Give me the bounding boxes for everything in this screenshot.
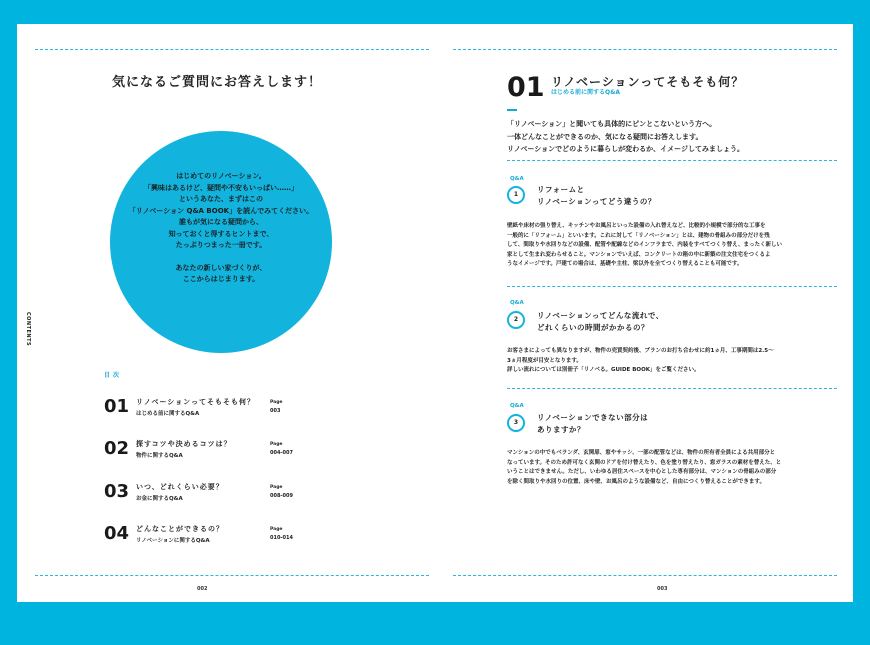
answer-line: マンションの中でもベランダ、玄関扉、窓やサッシ、一部の配管などは、物件の所有者全員による共用部分と [507, 450, 776, 456]
toc-number: 02 [104, 438, 130, 459]
toc-page-range: 004-007 [270, 450, 293, 456]
intro-sentence: リノベーションでどのように暮らしが変わるか、イメージしてみましょう。 [507, 145, 744, 153]
question-number-badge: 3 [507, 414, 525, 432]
toc-number: 01 [104, 396, 130, 417]
answer-text [507, 347, 825, 376]
toc-subtitle: 物件に関するQ&A [136, 453, 183, 459]
toc-page-label: Page [270, 485, 283, 490]
answer-text [507, 449, 825, 487]
toc-title: どんなことができるの？ [136, 525, 224, 533]
intro-circle [110, 131, 332, 353]
qa-tag: Q&A [510, 300, 524, 306]
question-line: リノベーションできない部分は [537, 413, 649, 422]
intro-line: ここからはじまります。 [182, 275, 260, 283]
qa-divider [507, 388, 837, 389]
toc-page-range: 008-009 [270, 493, 293, 499]
toc-heading: 目次 [104, 372, 123, 379]
question-number-badge: 2 [507, 311, 525, 329]
toc-subtitle: お金に関するQ&A [136, 496, 183, 502]
qa-tag: Q&A [510, 176, 524, 182]
intro-line: 知っておくと得するヒントまで、 [168, 229, 274, 238]
answer-line: 家として生まれ変わらせること。マンションでいえば、コンクリートの箱の中に新築の注文住宅をつくるよ [507, 251, 771, 258]
toc-item[interactable] [104, 479, 344, 505]
toc-page-label: Page [270, 442, 283, 447]
toc-title: 探すコツや決めるコツは？ [136, 440, 232, 448]
answer-line: うなイメージです。戸建ての場合は、基礎や主柱、梁以外を全てつくり替えることも可能です。 [507, 261, 743, 267]
question-number-badge: 1 [507, 186, 525, 204]
section-subtitle: はじめる前に関するQ&A [551, 89, 620, 96]
question-text [537, 184, 656, 208]
qa-tag: Q&A [510, 403, 524, 409]
toc-item[interactable] [104, 436, 344, 462]
intro-sentence: 一体どんなことができるのか、気になる疑問にお答えします。 [507, 132, 703, 141]
question-text [537, 412, 648, 436]
answer-text [507, 222, 825, 270]
accent-bar [507, 109, 517, 111]
answer-line: お客さまによっても異なりますが、物件の売買契約後、プランのお打ち合わせに約1ヵ月、工事期間は2.5〜 [507, 348, 774, 354]
answer-line: 壁紙や床材の張り替え、キッチンやお風呂といった設備の入れ替えなど、比較的小規模で部分的な工事を [507, 223, 766, 229]
answer-line: 3ヵ月程度が目安となります。 [507, 357, 582, 364]
answer-line: なっています。そのため許可なく玄関のドアを付け替えたり、色を塗り替えたり、窓ガラスの素材を替えた、と [507, 459, 782, 466]
toc-subtitle: リノベーションに関するQ&A [136, 538, 210, 544]
intro-sentence: 「リノベーション」と聞いても具体的にピンとこないという方へ。 [507, 120, 717, 128]
intro-line: というあなた、まずはこの [179, 195, 263, 203]
question-line: リノベーションってどんな流れで、 [537, 311, 664, 320]
contents-side-label: CONTENTS [25, 312, 31, 347]
answer-line: 一般的に「リフォーム」といいます。これに対して「リノベーション」とは、建物の骨組みの部分だけを残 [507, 232, 770, 239]
toc-page-range: 010-014 [270, 535, 293, 541]
toc-title: リノベーションってそもそも何？ [136, 398, 255, 406]
toc-number: 03 [104, 481, 130, 502]
right-page [435, 24, 853, 602]
intro-line: たっぷりつまった一冊です。 [175, 241, 267, 249]
intro-line: 誰もが気になる疑問から、 [179, 218, 263, 226]
question-line: リノベーションってどう違うの？ [537, 197, 656, 206]
question-line: リフォームと [537, 185, 585, 194]
toc-page-range: 003 [270, 408, 281, 414]
answer-line: 詳しい流れについては別冊子「リノベる。GUIDE BOOK」をご覧ください。 [507, 367, 700, 373]
page-number: 002 [197, 586, 208, 592]
toc-page-label: Page [270, 527, 283, 532]
answer-line: いうことはできません。ただし、いわゆる居住スペースを中心とした専有部分は、マンションの骨組みの部分 [507, 469, 777, 475]
page-title: 気になるご質問にお答えします！ [111, 75, 322, 90]
toc-number: 04 [104, 523, 130, 544]
toc-item[interactable] [104, 521, 344, 547]
toc-item[interactable] [104, 394, 344, 420]
intro-line: 「興味はあるけど、疑問や不安もいっぱい……」 [144, 183, 298, 192]
toc-subtitle: はじめる前に関するQ&A [136, 411, 200, 417]
question-text [537, 310, 664, 334]
question-line: ありますか？ [537, 425, 585, 434]
intro-line: 「リノベーション Q&A BOOK」を読んでみてください。 [128, 206, 314, 215]
section-number: 01 [507, 72, 545, 103]
magazine-spread [17, 24, 853, 602]
intro-spacer [110, 252, 332, 263]
left-page [17, 24, 435, 602]
intro-line: あなたの新しい家づくりが、 [175, 263, 267, 272]
toc-page-label: Page [270, 400, 283, 405]
page-number: 003 [657, 586, 668, 592]
qa-divider [507, 160, 837, 161]
intro-line: はじめてのリノベーション。 [176, 172, 266, 180]
question-line: どれくらいの時間がかかるの？ [537, 323, 649, 332]
toc-title: いつ、どれくらい必要？ [136, 483, 224, 491]
section-title: リノベーションってそもそも何？ [551, 75, 745, 89]
intro-text [110, 171, 332, 286]
answer-line: を除く間取りや水回りの位置、床や壁、お風呂のような設備など、自由につくり替えることができます。 [507, 478, 765, 485]
section-intro [507, 118, 744, 156]
answer-line: して、間取りや水回りなどの設備、配管や配線などのインフラまで、内装をすべてつくり替え、まったく新しい [507, 242, 783, 248]
qa-divider [507, 286, 837, 287]
